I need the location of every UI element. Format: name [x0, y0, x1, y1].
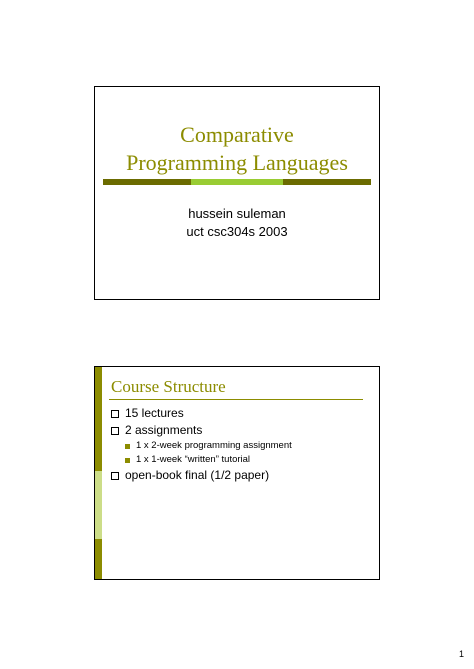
side-bar-segment-top [95, 367, 102, 401]
page-number: 1 [458, 649, 464, 659]
side-bar-segment-bottom [95, 539, 102, 579]
slide-2-side-bar [95, 367, 102, 579]
divider-segment-dark [103, 179, 191, 185]
side-bar-segment-mid [95, 401, 102, 471]
filled-square-bullet-icon [125, 444, 130, 449]
slide-1-title-line-1: Comparative [180, 122, 294, 147]
sub-bullet-item [111, 453, 371, 467]
side-bar-segment-light [95, 471, 102, 539]
slide-1-title-line-2: Programming Languages [126, 150, 348, 175]
slide-title [94, 86, 380, 300]
bullet-list [111, 405, 371, 484]
title-divider-bar [103, 179, 371, 185]
bullet-item [111, 467, 371, 484]
slide-1-subtitle [95, 205, 379, 241]
bullet-item [111, 405, 371, 422]
sub-bullet-text: 1 x 2-week programming assignment [136, 440, 292, 451]
slide-1-title [95, 121, 379, 177]
square-bullet-icon [111, 427, 119, 435]
divider-segment-light [191, 179, 283, 185]
square-bullet-icon [111, 472, 119, 480]
divider-segment-dark-2 [283, 179, 371, 185]
bullet-text: open-book final (1/2 paper) [125, 468, 270, 482]
filled-square-bullet-icon [125, 458, 130, 463]
bullet-text: 2 assignments [125, 423, 203, 437]
slide-course-structure [94, 366, 380, 580]
slide-1-author: hussein suleman [188, 206, 286, 221]
slide-2-title: Course Structure [111, 377, 226, 396]
bullet-text: 15 lectures [125, 406, 184, 420]
slide-1-course: uct csc304s 2003 [186, 224, 288, 239]
bullet-item [111, 422, 371, 439]
sub-bullet-text: 1 x 1-week “written” tutorial [136, 454, 251, 465]
square-bullet-icon [111, 410, 119, 418]
slide-2-title-rule [109, 399, 363, 400]
sub-bullet-item [111, 439, 371, 453]
